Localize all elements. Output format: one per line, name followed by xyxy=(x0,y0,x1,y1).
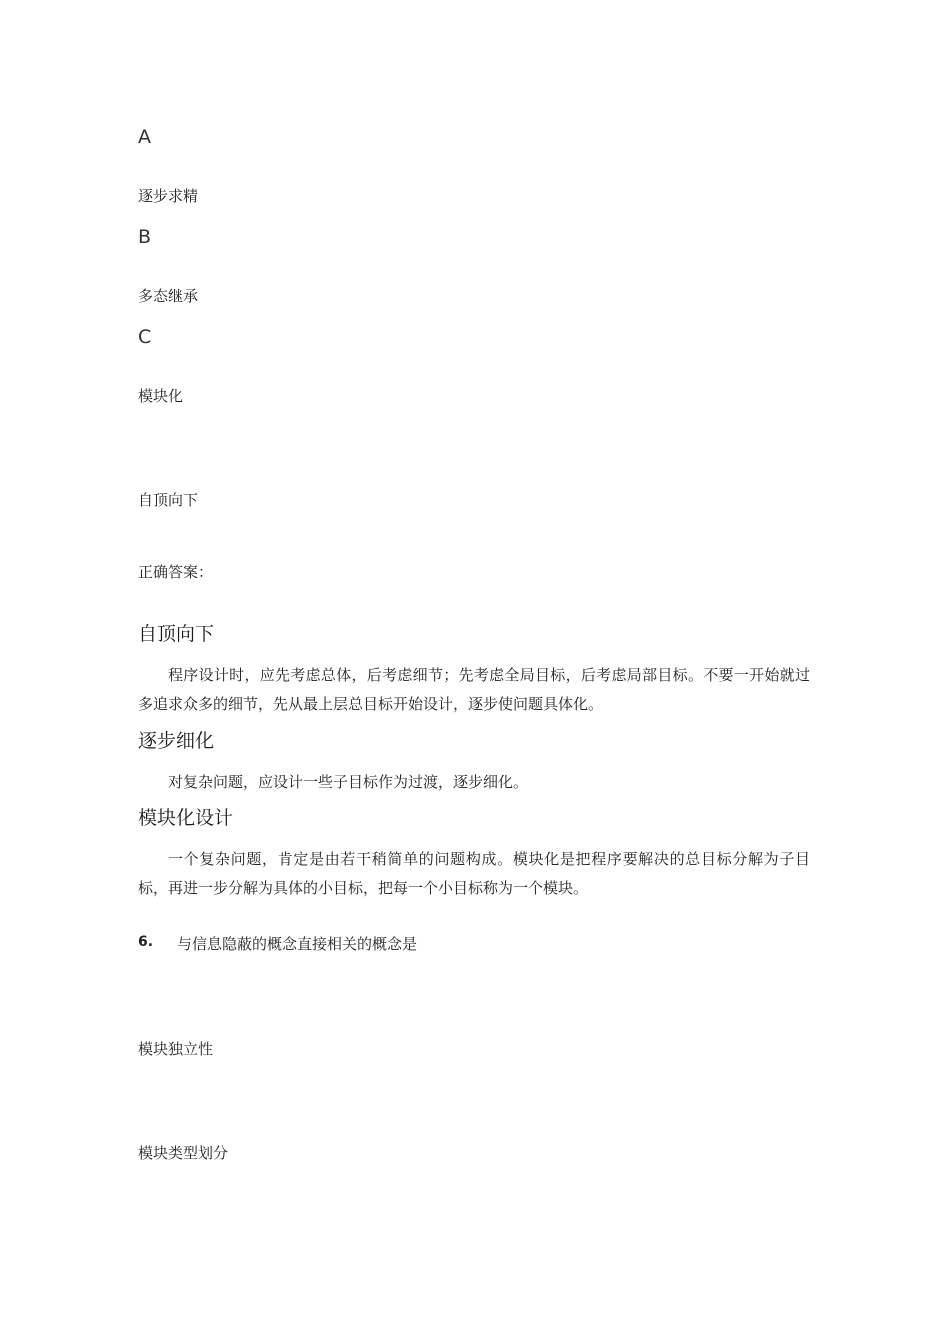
explanation-body-modular: 一个复杂问题，肯定是由若干稍简单的问题构成。模块化是把程序要解决的总目标分解为子目标，再进一步分解为具体的小目标，把每一个小目标称为一个模块。 xyxy=(138,850,810,897)
explanation-heading-top-down: 自顶向下 xyxy=(138,623,215,645)
q6-option-2-text[interactable]: 模块类型划分 xyxy=(138,1144,229,1162)
option-a-letter: A xyxy=(138,126,151,148)
option-b-text[interactable]: 多态继承 xyxy=(138,287,199,305)
correct-answer-label: 正确答案： xyxy=(138,563,214,581)
option-b-letter: B xyxy=(138,226,152,248)
option-c-text[interactable]: 模块化 xyxy=(138,387,184,405)
q6-option-1-text[interactable]: 模块独立性 xyxy=(138,1040,214,1058)
explanation-heading-modular: 模块化设计 xyxy=(138,807,234,829)
explanation-body-stepwise: 对复杂问题，应设计一些子目标作为过渡，逐步细化。 xyxy=(168,773,529,791)
option-d-text[interactable]: 自顶向下 xyxy=(138,491,199,509)
explanation-heading-stepwise: 逐步细化 xyxy=(138,730,215,752)
option-a-text[interactable]: 逐步求精 xyxy=(138,187,199,205)
question-text: 与信息隐蔽的概念直接相关的概念是 xyxy=(177,935,418,953)
explanation-body-top-down: 程序设计时，应先考虑总体，后考虑细节；先考虑全局目标，后考虑局部目标。不要一开始就过多追求众多的细节，先从最上层总目标开始设计，逐步使问题具体化。 xyxy=(138,666,810,713)
question-number: 6. xyxy=(138,934,154,950)
option-c-letter: C xyxy=(138,326,152,348)
